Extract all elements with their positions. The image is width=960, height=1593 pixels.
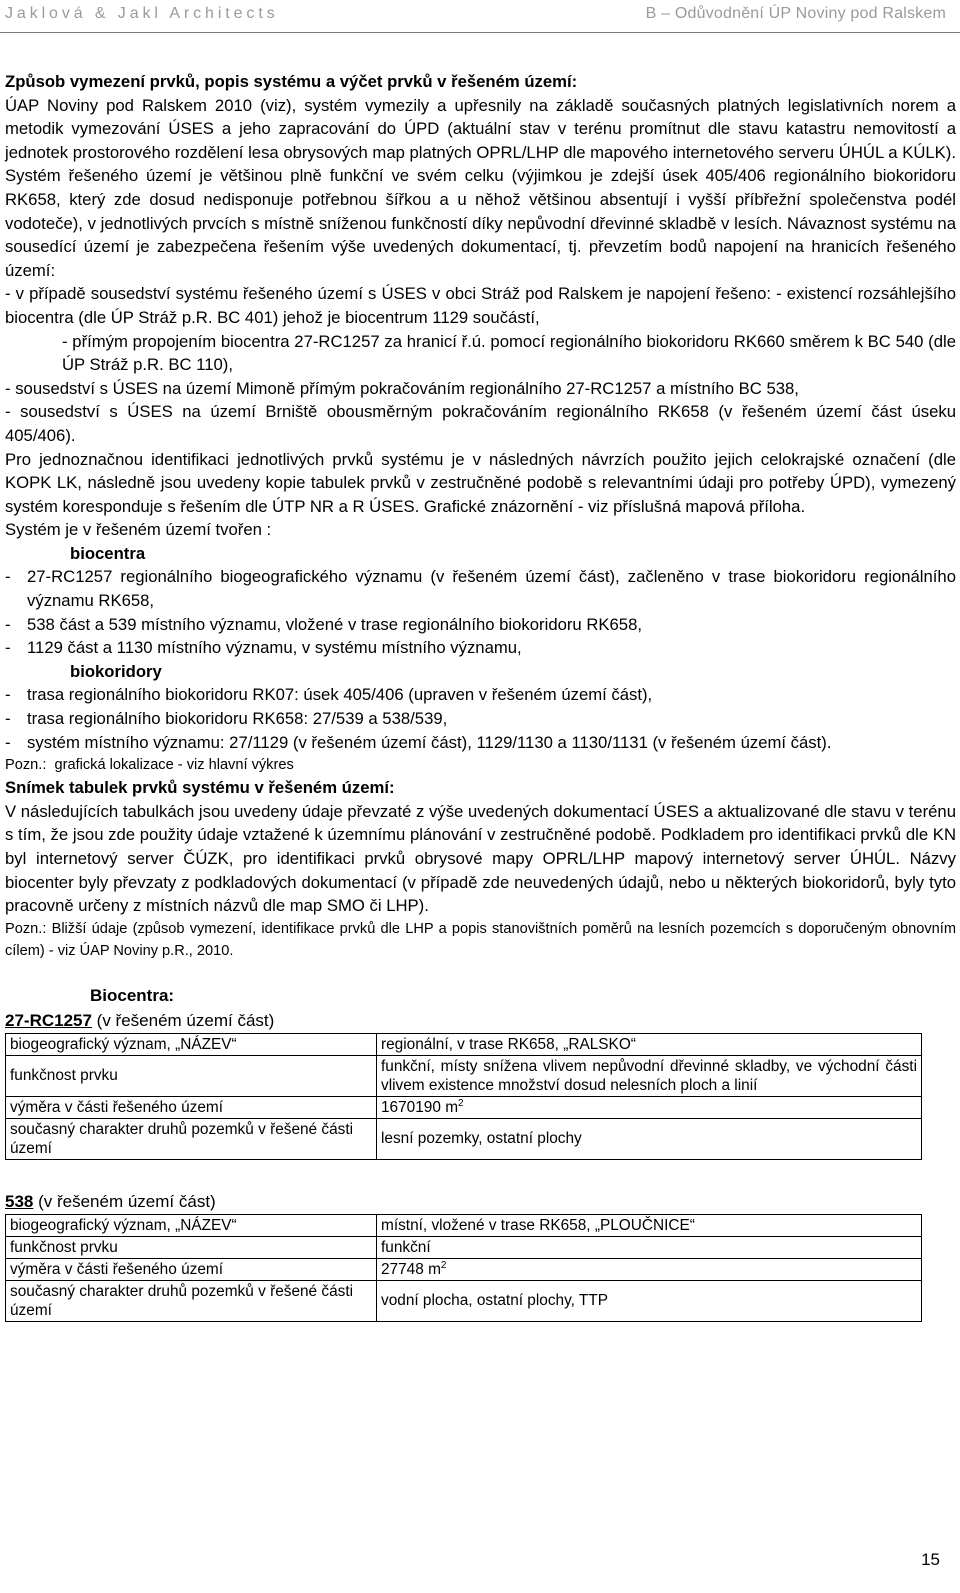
paragraph-direct-link: - přímým propojením biocentra 27-RC1257 za hranicí ř.ú. pomocí regionálního biokoridoru RK660 směrem k BC 540 (dle ÚP Stráž p.R. BC 110),	[62, 331, 956, 375]
table-row: funkčnost prvku funkční	[6, 1236, 922, 1258]
document-body	[5, 70, 956, 1322]
paragraph-system-description: ÚAP Noviny pod Ralskem 2010 (viz), systém vymezily a upřesnily na základě současných platných legislativních norem a metodik vymezování ÚSES a jeho zapracování do ÚPD (aktuální stav v terénu promítnut dle stavu katastru nemovitostí a jednotek prostorového rozdělení lesa obrysových map platných OPRL/LHP dle mapového internetového serveru ÚHÚL a KÚLK). Systém řešeného území je většinou plně funkční ve svém celku (výjimkou je zdejší úsek 405/406 regionálního biokoridoru RK658, který zde dosud nedisponuje potřebnou šířkou a u něhož většinou absentují i vyšší příbřežní společenstva podél vodoteče), v jednotlivých prvcích s místně sníženou funkčností díky nepůvodní dřevinné skladbě v lesích. Návaznost systému na sousedící území je zabezpečena řešením výše uvedených dokumentací, tj. převzetím bodů napojení na hranicích řešeného území:	[5, 95, 956, 280]
note-details: Pozn.: Bližší údaje (způsob vymezení, identifikace prvků dle LHP a popis stanovištních poměrů na lesních pozemcích s doporučeným obnovním cílem) - viz ÚAP Noviny p.R., 2010.	[5, 920, 956, 959]
paragraph-straz-connection: - v případě sousedství systému řešeného území s ÚSES v obci Stráž pod Ralskem je napojení řešeno: - existencí rozsáhlejšího biocentra (dle ÚP Stráž p.R. BC 401) jehož je biocentrum 1129 součástí,	[5, 284, 956, 327]
section-heading-tables: Snímek tabulek prvků systému v řešeném území:	[5, 778, 395, 798]
table-row: biogeografický význam, „NÁZEV“ regionální, v trase RK658, „RALSKO“	[6, 1033, 922, 1055]
table-row: současný charakter druhů pozemků v řešené části území vodní plocha, ostatní plochy, TTP	[6, 1280, 922, 1321]
table-row: současný charakter druhů pozemků v řešené části území lesní pozemky, ostatní plochy	[6, 1118, 922, 1159]
header-company: Jaklová & Jakl Architects	[5, 5, 279, 22]
table-27-rc1257	[5, 1033, 922, 1160]
table-row: funkčnost prvku funkční, místy snížena vlivem nepůvodní dřevinné skladby, ve východní části vlivem existence množství dosud nelesních ploch a linií	[6, 1055, 922, 1096]
paragraph-brniste: - sousedství s ÚSES na území Brniště obousměrným pokračováním regionálního RK658 (v řešeném území část úseku 405/406).	[5, 402, 956, 445]
list-item: - 538 část a 539 místního významu, vložené v trase regionálního biokoridoru RK658,	[5, 614, 643, 634]
table-row: výměra v části řešeného území 27748 $m^2$	[6, 1258, 922, 1280]
table-row: výměra v části řešeného území 1670190 $m^2$	[6, 1096, 922, 1118]
biocentra-list	[5, 565, 956, 659]
list-item: - systém místního významu: 27/1129 (v řešeném území část), 1129/1130 a 1130/1131 (v řešeném území část).	[5, 732, 832, 752]
paragraph-mimon: - sousedství s ÚSES na území Mimoně přímým pokračováním regionálního 27-RC1257 a místního BC 538,	[5, 378, 799, 398]
table1-title: 27-RC1257 (v řešeném území část)	[5, 1011, 275, 1031]
page-header	[0, 0, 960, 33]
note-graphic-localization: Pozn.: grafická lokalizace - viz hlavní výkres	[5, 757, 294, 774]
table2-title: 538 (v řešeném území část)	[5, 1191, 216, 1211]
biokoridory-list	[5, 683, 956, 754]
table-538	[5, 1214, 922, 1322]
list-heading-biocentra: biocentra	[70, 543, 146, 563]
list-heading-biokoridory: biokoridory	[70, 661, 162, 681]
paragraph-tables-intro: V následujících tabulkách jsou uvedeny údaje převzaté z výše uvedených dokumentací ÚSES a aktualizované dle stavu v terénu s tím, že jsou zde použity údaje vztažené k územnímu plánování v zestručněné podobě. Podkladem pro identifikaci prvků dle KN byl internetový server ČÚZK, pro identifikaci prvků obrysové mapy OPRL/LHP mapový internetový server ÚHÚL. Názvy biocenter byly převzaty z podkladových dokumentací (v případě zde neuvedených údajů, nebo u některých biokoridorů, byly tyto pracovně určeny z místních názvů dle map SMO či LHP).	[5, 801, 956, 916]
list-item: - 27-RC1257 regionálního biogeografického významu (v řešeném území část), začleněno v trase biokoridoru regionálního významu RK658,	[5, 567, 956, 611]
header-document-title: B – Odůvodnění ÚP Noviny pod Ralskem	[645, 5, 946, 22]
paragraph-identification: Pro jednoznačnou identifikaci jednotlivých prvků systému je v následných návrzích použito jejich celokrajské označení (dle KOPK LK, následně jsou uvedeny kopie tabulek prvků v zestručněné podobě s relevantními údaji pro potřeby ÚPD), vymezený systém koresponduje s řešením dle ÚTP NR a R ÚSES. Grafické znázornění - viz příslušná mapová příloha.	[5, 449, 956, 516]
biocentra-title: Biocentra:	[90, 985, 175, 1005]
list-item: - trasa regionálního biokoridoru RK07: úsek 405/406 (upraven v řešeném území část),	[5, 685, 653, 705]
table-row: biogeografický význam, „NÁZEV“ místní, vložené v trase RK658, „PLOUČNICE“	[6, 1214, 922, 1236]
list-item: - 1129 část a 1130 místního významu, v systému místního významu,	[5, 638, 522, 658]
section-heading-system: Způsob vymezení prvků, popis systému a výčet prvků v řešeném území:	[5, 72, 578, 91]
page-number: 15	[921, 1550, 940, 1569]
paragraph-system-composed: Systém je v řešeném území tvořen :	[5, 520, 272, 540]
list-item: - trasa regionálního biokoridoru RK658: 27/539 a 538/539,	[5, 709, 448, 729]
